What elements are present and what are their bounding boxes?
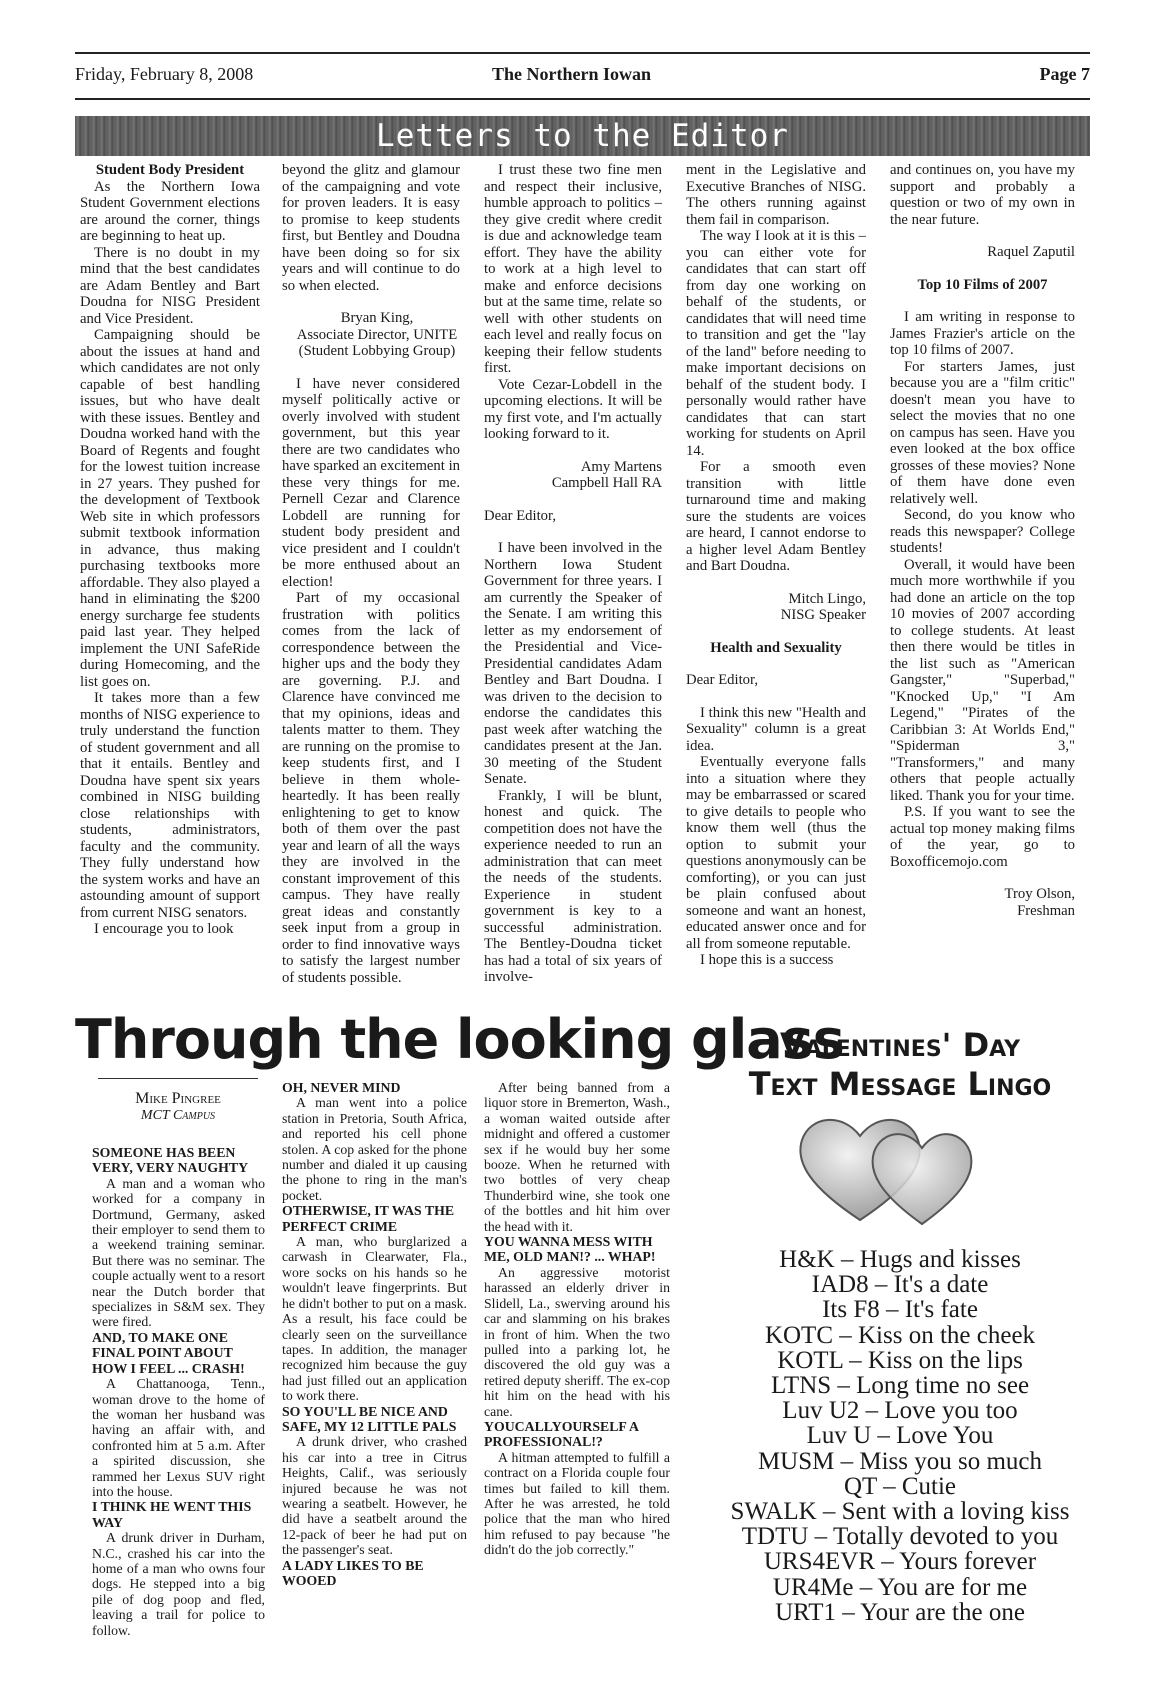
story-heading: SOMEONE HAS BEEN VERY, VERY NAUGHTY [92, 1145, 249, 1176]
looking-glass-column-2 [282, 1080, 467, 1588]
letter-paragraph: I am writing in response to James Frazier's article on the top 10 films of 2007. [890, 309, 1075, 358]
story-heading: OTHERWISE, IT WAS THE PERFECT CRIME [282, 1203, 455, 1234]
letter-paragraph: Overall, it would have been much more worthwhile if you had done an article on the top 10 movies of 2007 according to college students. At least then there would be titles in the list such as "American Gangster," "Superbad," "Knocked Up," "I Am Legend," "Pirates of the Caribbian 3: At Worlds End," "Spiderman 3," "Transformers," and many others that people actually liked. Thank you for your time. [890, 556, 1075, 804]
letter-signature: Raquel Zaputil [987, 244, 1075, 260]
story-heading: A LADY LIKES TO BE WOOED [282, 1557, 424, 1588]
story-heading: OH, NEVER MIND [282, 1080, 401, 1095]
lingo-list [700, 1247, 1100, 1625]
lingo-item: MUSM – Miss you so much [757, 1447, 1043, 1475]
letter-paragraph: ment in the Legislative and Executive Branches of NISG. The others running against them fail in comparison. [686, 162, 866, 228]
letter-paragraph: I have been involved in the Northern Iowa Student Government for three years. I am currently the Speaker of the Senate. I am writing this letter as my endorsement of the Presidential and Vice-Presidential candidates Adam Bentley and Bart Doudna. I was driven to the decision to endorse the candidates this past week after watching the candidates present at the Jan. 30 meeting of the Student Senate. [484, 540, 662, 787]
story-paragraph: A hitman attempted to fulfill a contract on a Florida couple four times but failed to kill them. After he was arrested, he told police that the man who hired him refused to pay because "he didn't do the job correctly." [484, 1449, 670, 1558]
lingo-item: KOTC – Kiss on the cheek [764, 1321, 1036, 1349]
letter-heading: Student Body President [95, 162, 245, 178]
letter-paragraph: Campaigning should be about the issues at hand and which candidates are not only capable of best handling issues, but who have dealt with these issues. Bentley and Doudna worked hand with the Board of Regents and fought for the lowest tuition increase in 27 years. They pushed for the development of Textbook Web site in which professors submit textbook information in advance, thus making purchasing textbooks more affordable. They also played a hand in eliminating the $200 energy surcharge fee students paid last year. They helped implement the UNI SafeRide during Homecoming, and the list goes on. [80, 327, 260, 690]
story-paragraph: A man, who burglarized a carwash in Clearwater, Fla., wore socks on his hands so he wouldn't leave fingerprints. But he didn't bother to put on a mask. As a result, his face could be clearly seen on the surveillance tapes. In addition, the manager recognized him because the guy had just filled out an application to work there. [282, 1234, 467, 1404]
letter-paragraph: As the Northern Iowa Student Government elections are around the corner, things are beginning to heat up. [80, 178, 260, 244]
story-paragraph: A drunk driver, who crashed his car into a tree in Citrus Heights, Calif., was seriously injured because he was not wearing a seatbelt. However, he did have a seatbelt around the 12-pack of beer he had put on the passenger's seat. [282, 1434, 467, 1558]
letter-paragraph: P.S. If you want to see the actual top money making films of the year, go to Boxofficemojo.com [890, 804, 1075, 870]
letter-paragraph: and continues on, you have my support and probably a question or two of my own in the near future. [890, 162, 1075, 228]
lingo-item: H&K – Hugs and kisses [779, 1246, 1021, 1273]
story-paragraph: A man and a woman who worked for a company in Dortmund, Germany, asked their employer to send them to a weekend training seminar. But there was no seminar. The couple actually went to a resort near the Dutch border that specializes in S&M sex. They were fired. [92, 1175, 265, 1330]
letter-signature: Troy Olson, Freshman [1004, 886, 1075, 919]
looking-glass-title: Through the looking glass [75, 1008, 844, 1071]
letter-signature: Bryan King, Associate Director, UNITE (Student Lobbying Group) [296, 310, 458, 359]
byline-rule [98, 1078, 258, 1079]
story-heading: I THINK HE WENT THIS WAY [92, 1499, 252, 1530]
letter-paragraph: I have never considered myself politically active or overly involved with student government, but this year there are two candidates who have sparked an excitement in these very things for me. Pernell Cezar and Clarence Lobdell are running for student body president and vice president and I couldn't be more enthused about an election! [282, 375, 460, 590]
section-title: Letters to the Editor [376, 118, 789, 154]
lingo-item: URS4EVR – Yours forever [763, 1548, 1037, 1576]
lingo-item: LTNS – Long time no see [770, 1372, 1030, 1400]
looking-glass-column-1 [92, 1145, 265, 1638]
letters-column-5 [890, 162, 1075, 919]
letter-paragraph: Frankly, I will be blunt, honest and quick. The competition does not have the experience needed to run an administration that can meet the needs of the students. Experience in student government is key to a successful administration. The Bentley-Doudna ticket has had a total of six years of involve- [484, 787, 662, 985]
issue-date: Friday, February 8, 2008 [75, 64, 254, 84]
letter-paragraph: beyond the glitz and glamour of the campaigning and vote for proven leaders. It is easy to promise to keep students first, but Bentley and Doudna have been doing so for six years and will continue to do so when elected. [282, 162, 460, 294]
story-heading: YOU WANNA MESS WITH ME, OLD MAN!? ... WHAP! [484, 1234, 656, 1265]
story-paragraph: A man went into a police station in Pretoria, South Africa, and reported his cell phone stolen. A cop asked for the phone number and dialed it up causing the phone to ring in the man's pocket. [282, 1095, 467, 1203]
header-rule [75, 98, 1090, 100]
valentines-title-line-1: Valentines' Day [779, 1026, 1021, 1064]
letter-signature: Amy Martens Campbell Hall RA [551, 458, 662, 491]
lingo-item: IAD8 – It's a date [811, 1271, 989, 1299]
letter-heading: Top 10 Films of 2007 [917, 276, 1048, 293]
story-paragraph: A Chattanooga, Tenn., woman drove to the home of the woman her husband was having an affair with, and confronted him at 5 a.m. After a spirited discussion, she rammed her Lexus SUV right into the house. [92, 1376, 265, 1499]
letters-column-2 [282, 162, 460, 986]
lingo-item: Luv U – Love You [806, 1422, 994, 1450]
story-paragraph: After being banned from a liquor store in Bremerton, Wash., a woman waited outside after midnight and offered a customer sex if he would buy her some booze. When he returned with two bottles of very cheap Thunderbird wine, she took one of the bottles and hit him over the head with it. [484, 1080, 670, 1234]
letter-paragraph: For a smooth even transition with little turnaround time and making sure the students are voices are heard, I cannot endorse to a higher level Adam Bentley and Bart Doudna. [686, 459, 866, 574]
story-heading: AND, TO MAKE ONE FINAL POINT ABOUT HOW I FEEL ... CRASH! [92, 1329, 245, 1376]
letter-salutation: Dear Editor, [686, 672, 759, 688]
top-rule [75, 52, 1090, 54]
letter-paragraph: The way I look at it is this – you can either vote for candidates that can start off from day one working on behalf of the students, or candidates that will need time to transition and get the "lay of the land" before needing to make important decisions on behalf of the student body. I personally would rather have candidates that can start working for students on April 14. [686, 228, 866, 459]
lingo-item: URT1 – Your are the one [775, 1598, 1025, 1626]
lingo-item: SWALK – Sent with a loving kiss [730, 1498, 1070, 1526]
story-paragraph: A drunk driver in Durham, N.C., crashed his car into the home of a man who owns four dogs. He stepped into a big pile of dog poop and fled, leaving a trail for police to follow. [92, 1530, 265, 1638]
letter-paragraph: I think this new "Health and Sexuality" column is a great idea. [686, 704, 866, 754]
byline-name: Mike Pingree [135, 1090, 221, 1107]
letter-paragraph: Vote Cezar-Lobdell in the upcoming elections. It will be my first vote, and I'm actually looking forward to it. [484, 376, 662, 442]
letters-column-3 [484, 162, 662, 986]
letter-paragraph: I trust these two fine men and respect their inclusive, humble approach to politics – they give credit where credit is due and acknowledge team effort. They have the ability to work at a high level to make and enforce decisions but at the same time, relate so well with other students on each level and really focus on keeping their fellow students first. [484, 162, 662, 376]
letter-signature: Mitch Lingo, NISG Speaker [780, 590, 866, 623]
letter-salutation: Dear Editor, [484, 507, 557, 524]
letter-paragraph: I encourage you to look [94, 921, 234, 937]
letters-column-4 [686, 162, 866, 969]
looking-glass-column-3 [484, 1080, 670, 1558]
hearts-icon [790, 1102, 1000, 1232]
story-heading: YOUCALLYOURSELF A PROFESSIONAL!? [484, 1418, 639, 1450]
letter-heading: Health and Sexuality [710, 639, 842, 656]
letter-paragraph: For starters James, just because you are a "film critic" doesn't mean you have to select the movies that no one on campus has seen. Have you even looked at the box office grosses of these movies? None of them have done even relatively well. [890, 358, 1075, 507]
section-banner [75, 116, 1090, 156]
page-number: Page 7 [1039, 64, 1090, 84]
story-heading: SO YOU'LL BE NICE AND SAFE, MY 12 LITTLE PALS [282, 1403, 457, 1434]
letter-paragraph: I hope this is a success [700, 952, 834, 968]
letter-paragraph: It takes more than a few months of NISG experience to truly understand the function of student government and all that it entails. Bentley and Doudna have spent six years combined in NISG building close relationships with students, administrators, faculty and the community. They fully understand how the system works and have an astounding amount of support from current NISG senators. [80, 690, 260, 921]
letter-paragraph: Second, do you know who reads this newspaper? College students! [890, 507, 1075, 556]
lingo-item: KOTL – Kiss on the lips [777, 1346, 1023, 1374]
byline-org: MCT Campus [140, 1108, 216, 1123]
lingo-item: QT – Cutie [843, 1472, 957, 1500]
paper-name: The Northern Iowan [492, 64, 652, 84]
letter-paragraph: Eventually everyone falls into a situation where they may be embarrassed or scared to give details to people who know them well (thus the option to submit your questions anonymously can be comforting), or you can just be plain confused about someone and want an honest, educated answer once and for all from someone reputable. [686, 754, 866, 952]
lingo-item: UR4Me – You are for me [772, 1573, 1028, 1601]
story-paragraph: An aggressive motorist harassed an elderly driver in Slidell, La., swerving around his car and slamming on his brakes in front of him. When the two pulled into a parking lot, he discovered the old guy was a retired deputy sheriff. The ex-cop hit him on the head with his cane. [484, 1264, 670, 1419]
valentines-title-line-2: Text Message Lingo [748, 1065, 1052, 1103]
letter-paragraph: Part of my occasional frustration with politics comes from the lack of correspondence between the higher ups and the body they are governing. P.J. and Clarence have convinced me that my opinions, ideas and talents matter to them. They are running on the promise to keep students first, and I believe in them whole-heartedly. It has been really enlightening to get to know both of them over the past year and learn of all the ways they are involved in the constant improvement of this campus. They have really great ideas and constantly seek input from a group in order to find innovative ways to satisfy the largest number of students possible. [282, 590, 460, 986]
lingo-item: TDTU – Totally devoted to you [741, 1523, 1059, 1551]
lingo-item: Its F8 – It's fate [822, 1296, 978, 1324]
letter-paragraph: There is no doubt in my mind that the best candidates are Adam Bentley and Bart Doudna for NISG President and Vice President. [80, 244, 260, 327]
lingo-item: Luv U2 – Love you too [782, 1397, 1018, 1425]
letters-column-1 [80, 162, 260, 938]
